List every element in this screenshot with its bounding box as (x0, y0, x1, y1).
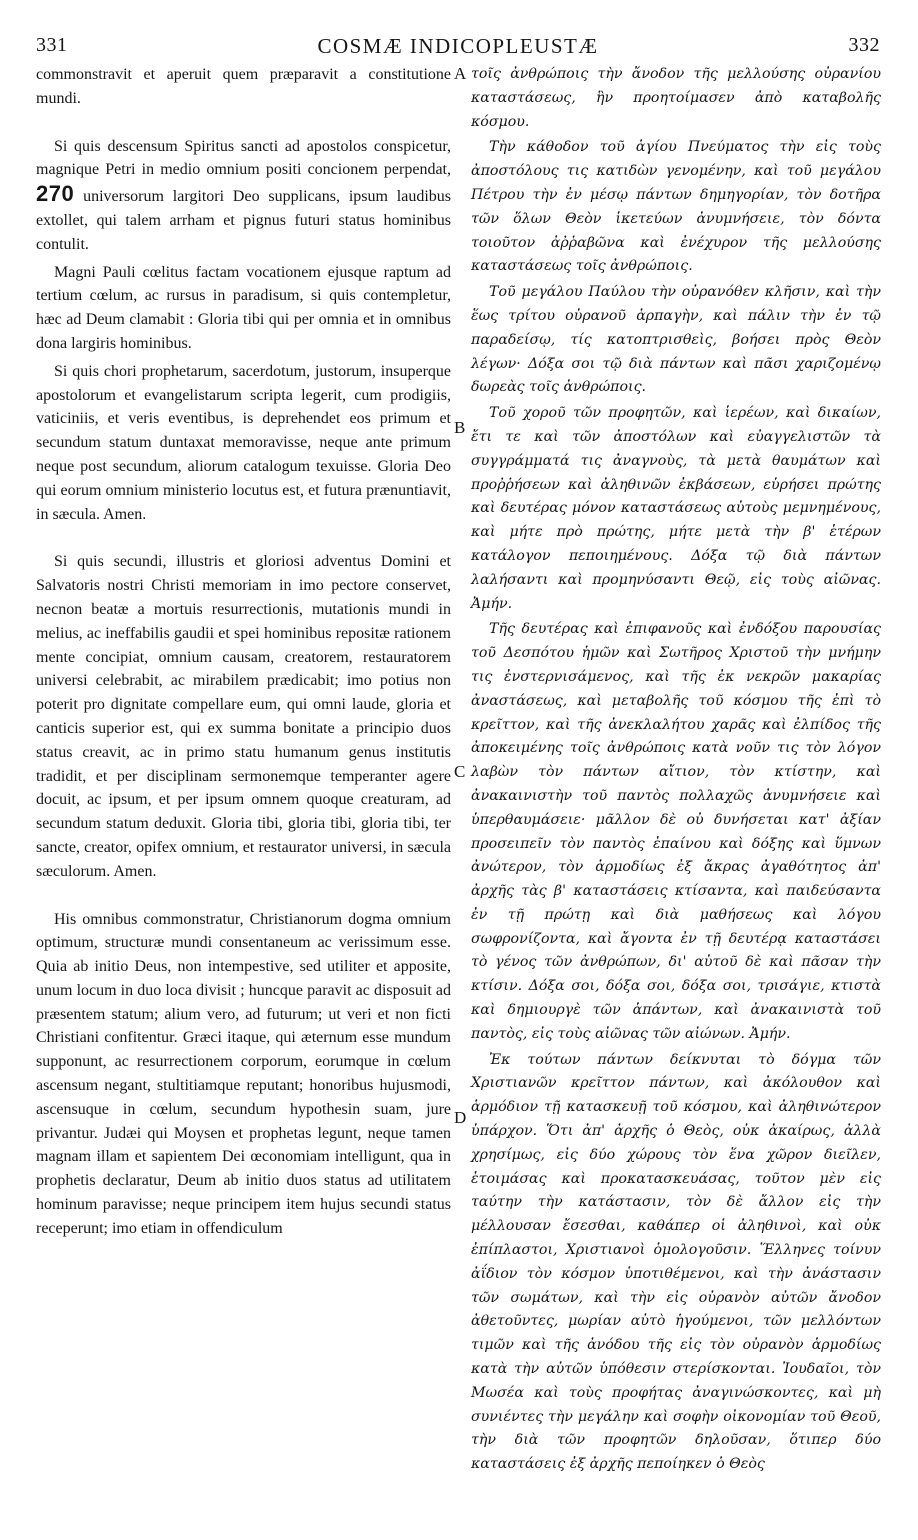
latin-paragraph: Magni Pauli cœlitus factam vocationem ejusque raptum ad tertium cœlum, ac rursus in paradisum, si quis contempletur, hæc ad Deum clamabit : Gloria tibi qui per omnia et in omnibus dona largiris hominibus. (36, 263, 451, 352)
latin-paragraph: commonstravit et aperuit quem præparavit a constitutione mundi. (36, 66, 451, 107)
margin-marker-d: D (454, 1108, 467, 1127)
greek-paragraph: Τοῦ χοροῦ τῶν προφητῶν, καὶ ἱερέων, καὶ δικαίων, ἔτι τε καὶ τῶν ἀποστόλων καὶ εὐαγγελιστῶν τὰ συγγράμματά τις ἀναγνοὺς, τὰ μετὰ θαυμάτων καὶ προῤῥήσεων καὶ ἀληθινῶν ἐκβάσεων, εὑρήσει πρώτης καὶ δευτέρας μόνον καταστάσεως αὐτοὺς μεμνημένους, καὶ μήτε πρὸ πρώτης, μήτε μετὰ τὴν β' ἑτέρων κατάλογον πεποιημένους. Δόξα τῷ διὰ πάντων λαλήσαντι καὶ προμηνύσαντι Θεῷ, εἰς τοὺς αἰῶνας. Ἀμήν. (471, 405, 881, 612)
latin-paragraph: His omnibus commonstratur, Christianorum dogma omnium optimum, structuræ mundi consentaneum ac verissimum esse. Quia ab initio Deus, non intempestive, sed utiliter et apposite, unum locum in duo loca divisit ; huncque paravit ac disposuit ad præsentem statum; alium vero, ad futurum; ut veri et non ficti Christiani confitentur. Græci itaque, qui æternum esse mundum supponunt, ac resurrectionem corporum, eorumque in cœlum ascensum negant, stultitiamque reputant; honoribus hujusmodi, ascensuque in cœlum, secundum hypothesin suam, jure privantur. Judæi qui Moysen et prophetas legunt, neque tamen magnam illam et sapientem Dei œconomiam intelligunt, qua in prophetis declaratur, Deum ab initio duos status ad utilitatem hominum paravisse; neque principem item hujus secundi status receperunt; imo etiam in offendiculum (36, 910, 451, 1237)
latin-text: universorum largitori Deo supplicans, ipsum laudibus extollet, qui talem arrham et pignus futuri status hominibus contulit. (36, 188, 451, 253)
greek-paragraph: Τῆς δευτέρας καὶ ἐπιφανοῦς καὶ ἐνδόξου παρουσίας τοῦ Δεσπότου ἡμῶν καὶ Σωτῆρος Χριστοῦ τὴν μνήμην τις ἐνστερνισάμενος, καὶ τῆς ἐκ νεκρῶν μακαρίας ἀναστάσεως, καὶ μεταβολῆς τοῦ κόσμου τῆς ἐπὶ τὸ κρεῖττον, καὶ τῆς ἀνεκλαλήτου χαρᾶς καὶ ἐλπίδος τῆς ἀποκειμένης τοῖς ἀνθρώποις κατὰ νοῦν τις τὸν λόγον λαβὼν τὸν πάντων αἴτιον, τὸν κτίστην, καὶ ἀνακαινιστὴν τοῦ παντὸς πολλαχῶς ἀνυμνήσειε καὶ ὑπερθαυμάσειε· μᾶλλον δὲ οὐ δυνήσεται κατ' ἀξίαν προσειπεῖν τὸν παντὸς ἐπαίνου καὶ δόξης καὶ ὕμνων ἀνώτερον, τὸν ἁρμοδίως ἐξ ἄκρας ἀγαθότητος ἀπ' ἀρχῆς τὰς β' καταστάσεις κτίσαντα, καὶ παιδεύσαντα ἐν τῇ πρώτῃ καὶ διὰ μαθήσεως καὶ λόγου σωφρονίζοντα, καὶ ἄγοντα ἐν τῇ δευτέρᾳ καταστάσει τὸ γένος τῶν ἀνθρώπων, δι' αὐτοῦ δὲ καὶ πᾶσαν τὴν κτίσιν. Δόξα σοι, δόξα σοι, δόξα σοι, τρισάγιε, κτιστὰ καὶ δημιουργὲ τῶν ἁπάντων, καὶ ἀνακαινιστὰ τοῦ παντὸς, εἰς τοὺς αἰῶνας τῶν αἰώνων. Ἀμήν. (471, 621, 881, 1042)
latin-paragraph (36, 135, 451, 257)
margin-marker-c: C (454, 762, 466, 781)
latin-column (36, 63, 451, 1241)
page-number-right: 332 (848, 34, 880, 56)
greek-paragraph: τοῖς ἀνθρώποις τὴν ἄνοδον τῆς μελλούσης οὐρανίου καταστάσεως, ἣν προητοίμασεν ἀπὸ καταβολῆς κόσμου. (471, 66, 881, 130)
latin-paragraph: Si quis chori prophetarum, sacerdotum, justorum, insuperque apostolorum et evangelistarum scripta legerit, cum prodigiis, vaticiniis, et veris eventibus, is deprehendet eos primum et secundum statum duntaxat memoravisse, neque ante primum neque post secundum, aliorum catalogum texuisse. Gloria Deo qui eorum omnium ministerio locutus est, et futura prænuntiavit, in sæcula. Amen. (36, 362, 451, 523)
margin-marker-a: A (454, 64, 467, 83)
running-title: COSMÆ INDICOPLEUSTÆ (317, 34, 599, 58)
greek-paragraph: Τὴν κάθοδον τοῦ ἁγίου Πνεύματος τὴν εἰς τοὺς ἀποστόλους τις κατιδὼν γενομένην, καὶ τοῦ μεγάλου Πέτρου τὴν ἐν μέσῳ πάντων δημηγορίαν, τὸν δοτῆρα τῶν ὅλων Θεὸν ἱκετεύων ἀνυμνήσειε, τὸν δόντα τοιοῦτον ἀῤῥαβῶνα καὶ ἐνέχυρον τῆς μελλούσης καταστάσεως τοῖς ἀνθρώποις. (471, 139, 881, 275)
greek-column (471, 63, 881, 1477)
column-number: 270 (36, 181, 75, 207)
margin-marker-b: B (454, 418, 466, 437)
greek-paragraph: Ἐκ τούτων πάντων δείκνυται τὸ δόγμα τῶν Χριστιανῶν κρεῖττον πάντων, καὶ ἀκόλουθον καὶ ἁρμόδιον τῇ κατασκευῇ τοῦ κόσμου, καὶ ἀληθινώτερον ὑπάρχον. Ὅτι ἀπ' ἀρχῆς ὁ Θεὸς, οὐκ ἀκαίρως, ἀλλὰ χρησίμως, εἰς δύο χώρους τὸν ἕνα χῶρον διεῖλεν, ἑτοιμάσας καὶ προκατασκευάσας, τοῦτον μὲν εἰς ταύτην τὴν κατάστασιν, τὸν δὲ ἄλλον εἰς τὴν μέλλουσαν ἔσεσθαι, καθάπερ οἱ ἀληθινοὶ, καὶ οὐκ ἐπίπλαστοι, Χριστιανοὶ ὁμολογοῦσιν. Ἕλληνες τοίνυν ἀΐδιον τὸν κόσμον ὑποτιθέμενοι, καὶ τὴν ἀνάστασιν τῶν σωμάτων, καὶ τὴν εἰς οὐρανὸν αὐτῶν ἄνοδον ἀθετοῦντες, μωρίαν αὐτὸ ἡγούμενοι, τῶν μελλόντων τιμῶν καὶ τῆς ἀνόδου τῆς εἰς τὸν οὐρανὸν ἁρμοδίως κατὰ τὴν αὐτῶν ὑπόθεσιν στερίσκονται. Ἰουδαῖοι, τὸν Μωσέα καὶ τοὺς προφήτας ἀναγινώσκοντες, καὶ μὴ συνιέντες τὴν μεγάλην καὶ σοφὴν οἰκονομίαν τοῦ Θεοῦ, τὴν διὰ τῶν προφητῶν δηλοῦσαν, ὅτιπερ δύο καταστάσεις ἐξ ἀρχῆς πεποίηκεν ὁ Θεὸς (471, 1051, 881, 1473)
latin-paragraph: Si quis secundi, illustris et gloriosi adventus Domini et Salvatoris nostri Christi memoriam in imo pectore conservet, necnon beatæ a mortuis resurrectionis, mutationis mundi in melius, ac ineffabilis gaudii et spei hominibus repositæ rationem mente concipiat, omnium causam, creatorem, restauratorem universi celebrabit, ac mirabilem prædicabit; imo potius non poterit pro dignitate compellare eum, qui omni laude, gloria et canticis superior est, qui ex summa bonitate a principio duos status creavit, ac in primo statu humanum genus institutis tradidit, et per disciplinam sermonemque temperanter agere docuit, ac ipsum, et per ipsum omnem quoque creaturam, ad secundum statum deduxit. Gloria tibi, gloria tibi, gloria tibi, ter sancte, creator, opifex omnium, et restaurator universi, in sæcula sæculorum. Amen. (36, 553, 451, 880)
greek-paragraph: Τοῦ μεγάλου Παύλου τὴν οὐρανόθεν κλῆσιν, καὶ τὴν ἕως τρίτου οὐρανοῦ ἁρπαγὴν, καὶ πάλιν τὴν ἐν τῷ παραδείσῳ, τίς κατοπτρισθεὶς, βοήσει πρὸς Θεὸν λέγων· Δόξα σοι τῷ διὰ πάντων καὶ πᾶσι χαριζομένῳ δωρεὰς τοῖς ἀνθρώποις. (471, 284, 881, 396)
page-number-left: 331 (36, 34, 68, 56)
page-header (36, 34, 880, 62)
latin-text: Si quis descensum Spiritus sancti ad apostolos conspicetur, magnique Petri in medio omnium positi concionem perpendat, (36, 137, 451, 179)
